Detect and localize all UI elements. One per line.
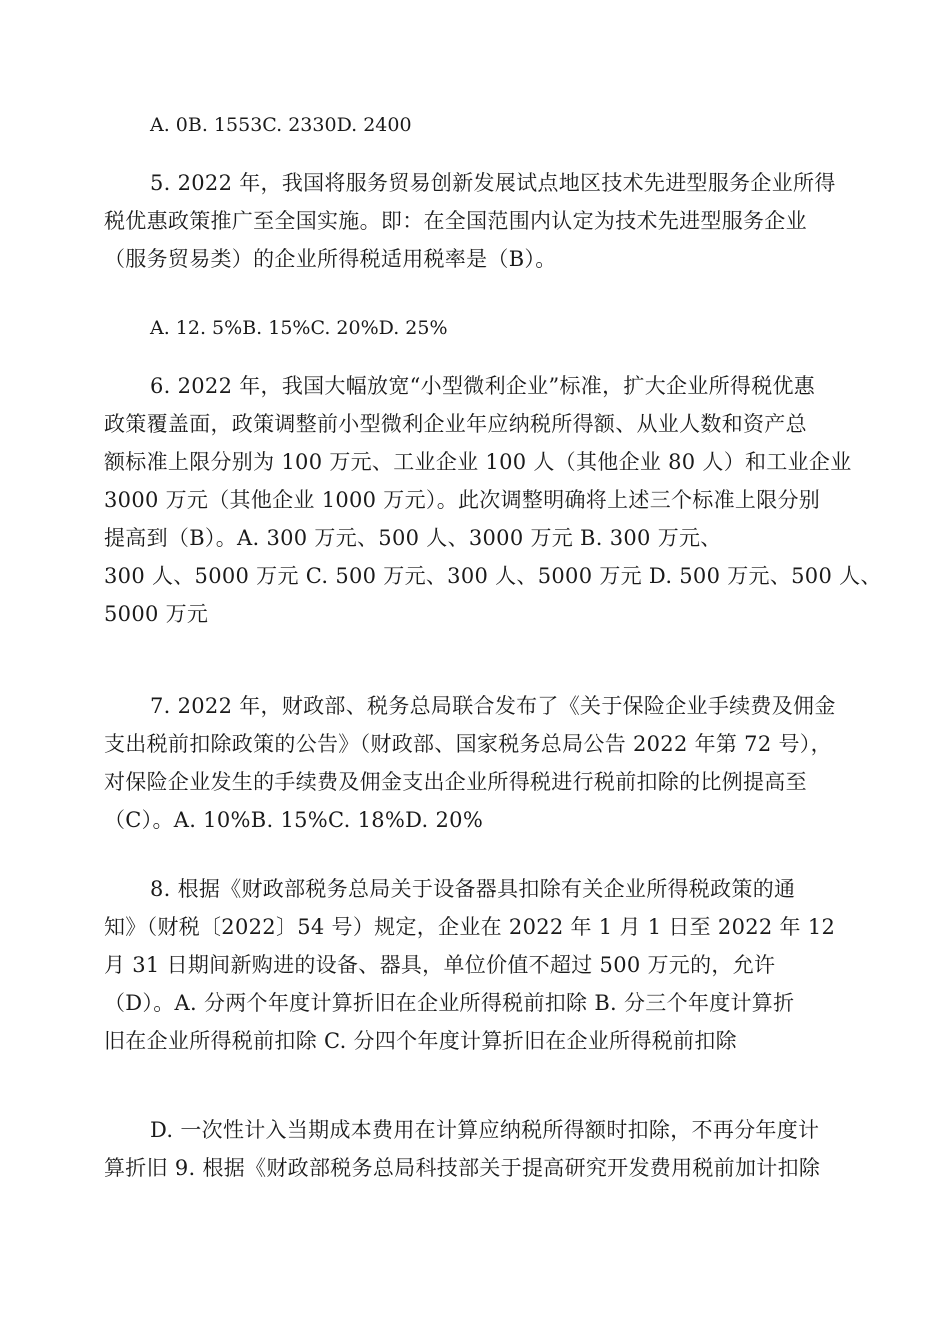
text-line: 提高到（B）。A. 300 万元、500 人、3000 万元 B. 300 万元、 bbox=[104, 526, 722, 550]
text-line: （C）。A. 10%B. 15%C. 18%D. 20% bbox=[104, 808, 484, 832]
text-line: 税优惠政策推广至全国实施。即：在全国范围内认定为技术先进型服务企业 bbox=[104, 209, 807, 233]
text-line: 6. 2022 年，我国大幅放宽“小型微利企业”标准，扩大企业所得税优惠 bbox=[150, 374, 816, 398]
question-8 bbox=[104, 870, 850, 1060]
text-line: D. 一次性计入当期成本费用在计算应纳税所得额时扣除，不再分年度计 bbox=[150, 1118, 820, 1142]
text-line: 旧在企业所得税前扣除 C. 分四个年度计算折旧在企业所得税前扣除 bbox=[104, 1029, 737, 1053]
text-line: 月 31 日期间新购进的设备、器具，单位价值不超过 500 万元的，允许 bbox=[104, 953, 776, 977]
text-line: 7. 2022 年，财政部、税务总局联合发布了《关于保险企业手续费及佣金 bbox=[150, 694, 836, 718]
text-line: 算折旧 9. 根据《财政部税务总局科技部关于提高研究开发费用税前加计扣除 bbox=[104, 1156, 821, 1180]
text-line: 5. 2022 年，我国将服务贸易创新发展试点地区技术先进型服务企业所得 bbox=[150, 171, 836, 195]
text-line: 支出税前扣除政策的公告》（财政部、国家税务总局公告 2022 年第 72 号）， bbox=[104, 732, 832, 756]
question-6 bbox=[104, 367, 882, 633]
text-line: （服务贸易类）的企业所得税适用税率是（B）。 bbox=[104, 247, 557, 271]
options-line-q5 bbox=[104, 309, 850, 347]
text-line: 5000 万元 bbox=[104, 602, 209, 626]
text-line: 8. 根据《财政部税务总局关于设备器具扣除有关企业所得税政策的通 bbox=[150, 877, 796, 901]
text-line: 额标准上限分别为 100 万元、工业企业 100 人（其他企业 80 人）和工业企业 bbox=[104, 450, 852, 474]
text-line: （D）。A. 分两个年度计算折旧在企业所得税前扣除 B. 分三个年度计算折 bbox=[104, 991, 795, 1015]
text-line: 300 人、5000 万元 C. 500 万元、300 人、5000 万元 D. 500 万元、500 人、 bbox=[104, 564, 882, 588]
question-8-option-d-and-question-9 bbox=[104, 1111, 850, 1187]
text-line: 政策覆盖面，政策调整前小型微利企业年应纳税所得额、从业人数和资产总 bbox=[104, 412, 807, 436]
text-line: 3000 万元（其他企业 1000 万元）。此次调整明确将上述三个标准上限分别 bbox=[104, 488, 821, 512]
options-line-q4 bbox=[104, 106, 850, 144]
text-line: 对保险企业发生的手续费及佣金支出企业所得税进行税前扣除的比例提高至 bbox=[104, 770, 807, 794]
text-line: 知》（财税〔2022〕54 号）规定，企业在 2022 年 1 月 1 日至 2022 年 12 bbox=[104, 915, 836, 939]
question-7 bbox=[104, 687, 850, 839]
question-5 bbox=[104, 164, 850, 278]
text-line: A. 12. 5%B. 15%C. 20%D. 25% bbox=[150, 317, 448, 339]
text-line: A. 0B. 1553C. 2330D. 2400 bbox=[150, 114, 412, 136]
